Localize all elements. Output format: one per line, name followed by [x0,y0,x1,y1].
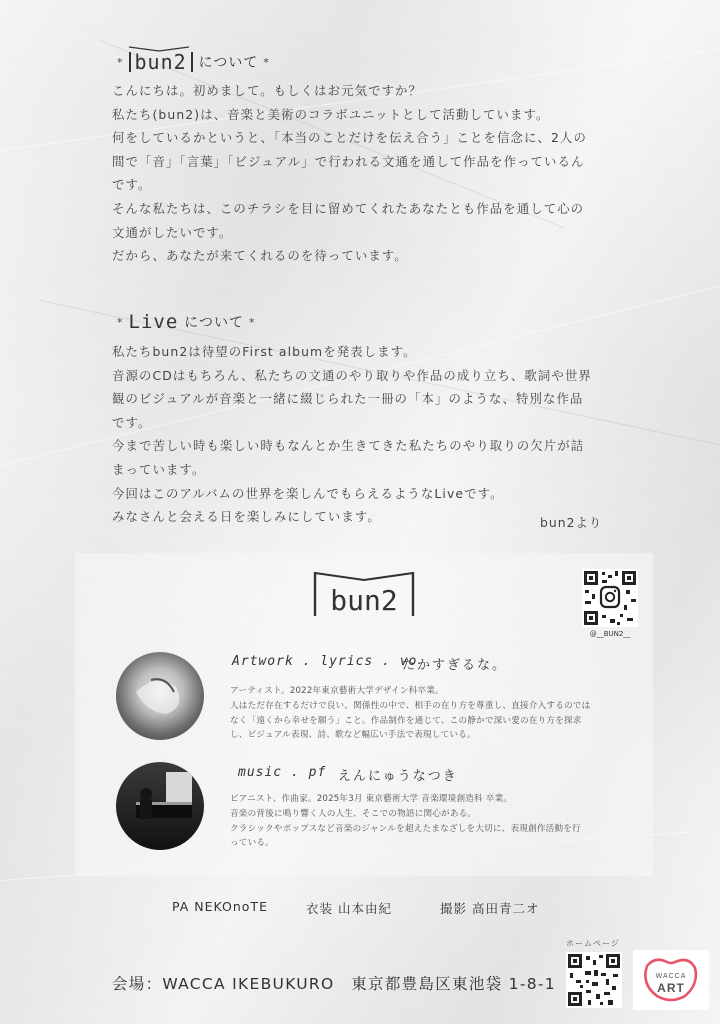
live-line: みなさんと会える日を楽しみにしています。 [112,509,381,525]
bio-line: なく「遠くから幸せを願う」こと。作品制作を通じて、この静かで深い愛の在り方を探求 [230,715,582,726]
bun2-logo-text: bun2 [330,584,398,617]
live-heading [112,311,261,333]
about-body [112,79,622,268]
star-icon: * [117,315,124,329]
bio-line: 音楽の背後に鳴り響く人の人生、そこでの物語に関心がある。 [230,808,477,819]
live-line: です。 [112,414,152,430]
live-line: 今まで苦しい時も楽しい時もなんとか生きてきた私たちのやり取りの欠片が詰 [112,438,585,454]
wacca-logo-top: WACCA [655,973,687,980]
live-line: まっています。 [112,461,206,477]
bio-line: クラシックやポップスなど音楽のジャンルを超えたまなざしを大切に、表現創作活動を行 [230,823,581,834]
member-bio [230,792,650,851]
credit-photo: 撮影 高田青二オ [440,901,540,916]
member-photo-artwork [116,652,204,740]
bio-line: 人はただ存在するだけで良い。関係性の中で、相手の在り方を尊重し、直接介入するのでは [230,700,591,711]
member-bio [230,684,650,743]
about-logo-text: bun2 [134,50,187,74]
star-icon: * [249,315,256,329]
member-role: music . pf [238,765,327,780]
about-line: です。 [112,177,152,193]
bio-line: アーティスト。2022年東京藝術大学デザイン科卒業。 [230,686,444,696]
member-photo-music [116,762,204,850]
live-line: 今回はこのアルバムの世界を楽しんでもらえるようなLiveです。 [112,485,504,501]
live-heading-word: Live [128,311,179,333]
bio-line: し、ビジュアル表現、詩、歌など幅広い手法で表現している。 [230,730,476,741]
venue-address: 会場：WACCA IKEBUKURO 東京都豊島区東池袋 1-8-1 [112,975,556,993]
wacca-art-logo [633,950,709,1010]
member-name: えんにゅうなつき [338,769,458,784]
live-line: 観のビジュアルが音楽と一緒に綴じられた一冊の「本」のような、特別な作品 [112,391,584,407]
about-line: 間で「音」「言葉」「ビジュアル」で行われる文通を通して作品を作っているん [112,153,585,169]
about-heading [112,50,275,74]
bio-line: ピアニスト、作曲家。2025年3月 東京藝術大学 音楽環境創造科 卒業。 [230,794,513,804]
bio-line: っている。 [230,838,274,849]
star-icon: * [263,55,270,69]
live-line: 音源のCDはもちろん、私たちの文通のやり取りや作品の成り立ち、歌詞や世界 [112,367,592,383]
member-role: Artwork . lyrics . vo [232,654,418,669]
wacca-logo-bottom: ART [657,981,685,995]
live-heading-suffix: について [184,315,244,331]
signature: bun2より [540,515,603,530]
star-icon: * [117,55,124,69]
credit-costume: 衣装 山本由紀 [306,901,392,916]
about-line: 私たち(bun2)は、音楽と美術のコラボユニットとして活動しています。 [112,106,550,122]
bun2-logo-inline [129,50,193,74]
homepage-qr-code[interactable] [566,952,622,1008]
instagram-handle: @__BUN2__ [589,630,631,638]
member-name: たかすぎるな。 [402,658,508,673]
about-line: そんな私たちは、このチラシを目に留めてくれたあなたとも作品を通して心の [112,200,585,216]
about-line: 何をしているかというと、「本当のことだけを伝え合う」ことを信念に、2人の [112,130,587,146]
about-line: こんにちは。初めまして。もしくはお元気ですか？ [112,83,423,98]
live-body [112,340,622,529]
about-heading-suffix: について [198,55,259,71]
instagram-qr-code[interactable] [582,569,638,627]
bun2-logo [312,566,416,622]
credit-pa: PA NEKOnoTE [172,899,268,914]
about-line: だから、あなたが来てくれるのを待っています。 [112,248,408,264]
homepage-label: ホームページ [566,939,620,948]
about-line: 文通がしたいです。 [112,224,233,240]
live-line: 私たちbun2は待望のFirst albumを発表します。 [112,344,417,359]
